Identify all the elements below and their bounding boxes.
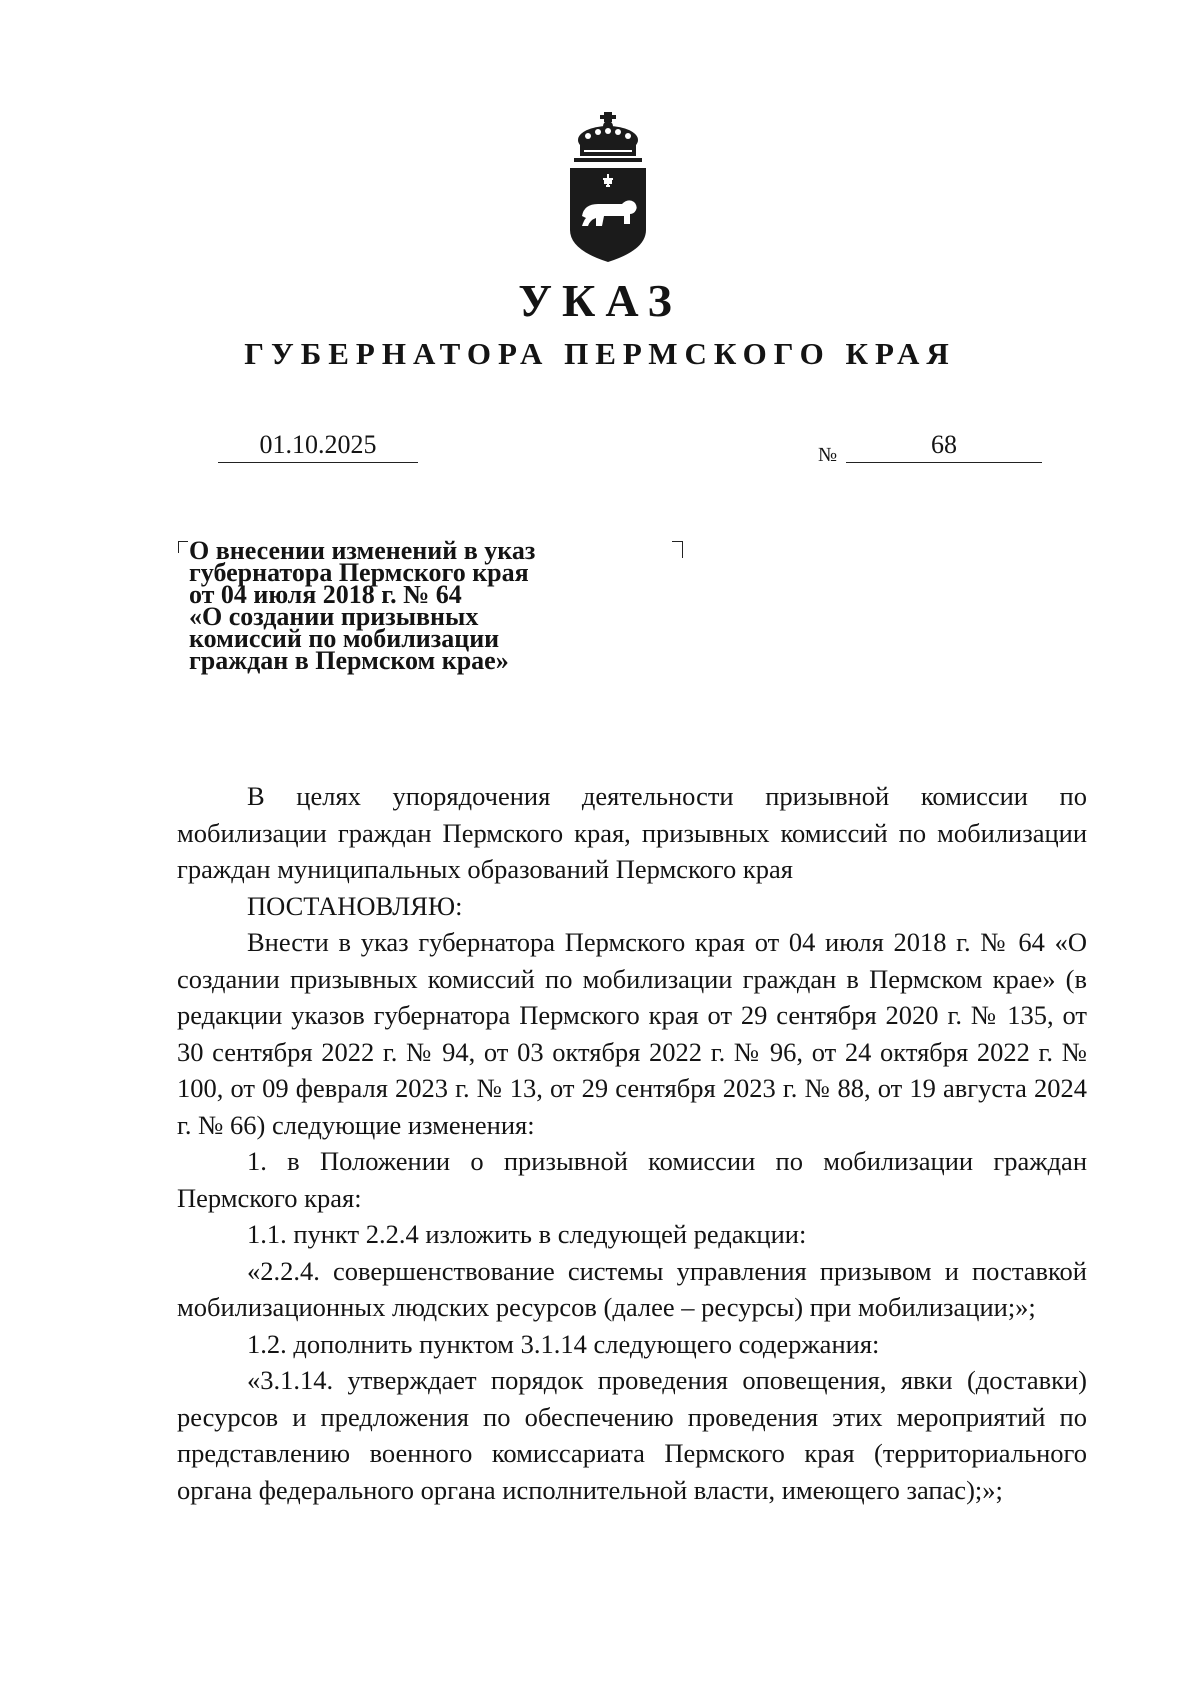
heading-line: комиссий по мобилизации [189,624,500,653]
document-heading [189,536,669,675]
body-paragraph: 1.2. дополнить пунктом 3.1.14 следующего содержания: [247,1328,880,1359]
document-date: 01.10.2025 [259,430,377,459]
body-paragraph: 1.1. пункт 2.2.4 изложить в следующей редакции: [247,1219,807,1249]
heading-line: О внесении изменений в указ [189,536,536,565]
coat-of-arms-icon [564,112,652,264]
body-paragraph: 1. в Положении о призывной комиссии по мобилизации граждан Пермского края: [177,1146,1087,1213]
body-paragraph: «2.2.4. совершенствование системы управления призывом и поставкой мобилизационных людских ресурсов (далее – ресурсы) при мобилизации;»; [177,1255,1087,1322]
heading-bracket-left [178,541,188,553]
body-paragraph: ПОСТАНОВЛЯЮ: [247,890,463,921]
number-underline [846,462,1042,463]
heading-bracket-right [672,541,683,558]
document-issuer: ГУБЕРНАТОРА ПЕРМСКОГО КРАЯ [244,336,956,371]
heading-line: губернатора Пермского края [189,558,529,587]
document-title: УКАЗ [518,275,682,326]
body-paragraph: В целях упорядочения деятельности призывной комиссии по мобилизации граждан Пермского края, призывных комиссий по мобилизации граждан муниципальных образований Пермского края [177,781,1087,884]
number-sign: № [818,444,838,466]
date-underline [218,462,418,463]
body-paragraph: «3.1.14. утверждает порядок проведения оповещения, явки (доставки) ресурсов и предложения по обеспечению проведения этих мероприятий по представлению военного комиссариата Пермского края (территориального органа федерального органа исполнительной власти, имеющего запас);»; [177,1365,1087,1505]
heading-line: от 04 июля 2018 г. № 64 [189,580,462,609]
heading-line: «О создании призывных [189,602,479,631]
crown-icon [574,112,642,162]
document-body [177,778,1087,1508]
body-paragraph: Внести в указ губернатора Пермского края от 04 июля 2018 г. № 64 «О создании призывных комиссий по мобилизации граждан в Пермском крае» (в редакции указов губернатора Пермского края от 29 сентября 2020 г. № 135, от 30 сентября 2022 г. № 94, от 03 октября 2022 г. № 96, от 24 октября 2022 г. № 100, от 09 февраля 2023 г. № 13, от 29 сентября 2023 г. № 88, от 19 августа 2024 г. № 66) следующие изменения: [177,927,1087,1140]
document-number: 68 [931,430,957,459]
heading-line: граждан в Пермском крае» [189,646,509,675]
